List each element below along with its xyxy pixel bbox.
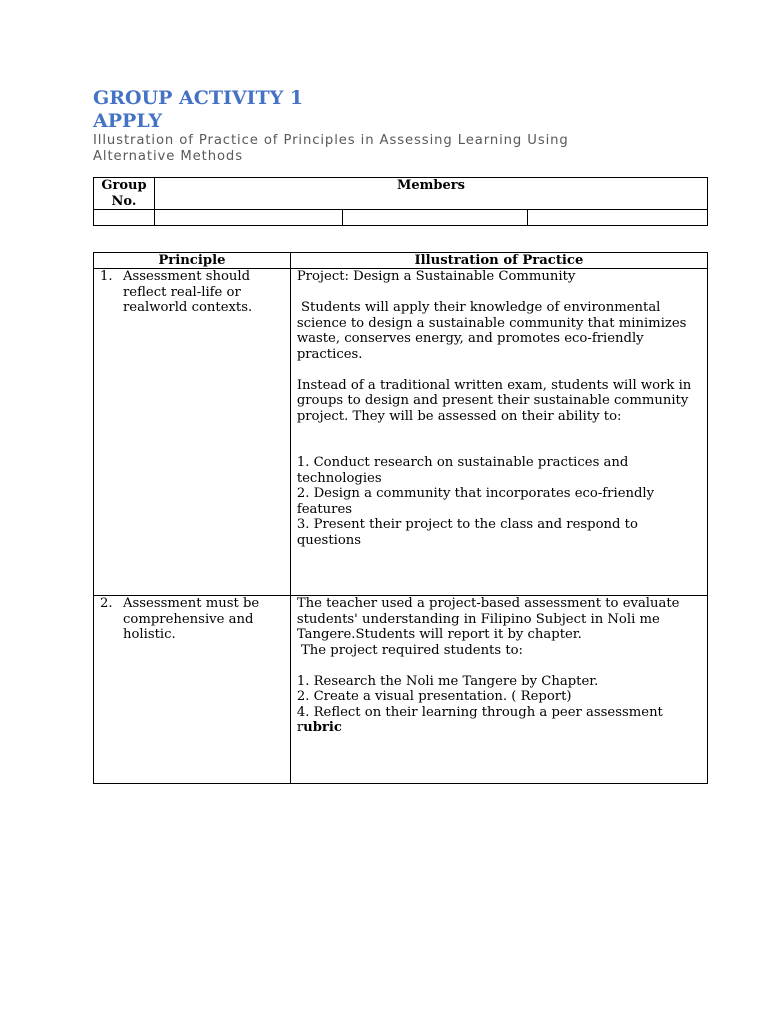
practice-paragraph: Project: Design a Sustainable Community	[296, 269, 576, 284]
list-item: 1. Research the Noli me Tangere by Chapter.	[296, 673, 599, 689]
table-header-row	[94, 253, 708, 269]
practice-paragraph: Students will apply their knowledge of environmental science to design a sustainable community that minimizes waste, conserves energy, and promotes eco-friendly practices.	[296, 300, 691, 362]
group-no-cell[interactable]	[94, 210, 155, 226]
practice-header: Illustration of Practice	[290, 253, 707, 269]
principle-header: Principle	[94, 253, 291, 269]
members-header: Members	[154, 178, 707, 210]
principle-cell	[94, 269, 291, 596]
practice-paragraph: Instead of a traditional written exam, students will work in groups to design and present their sustainable community project. They will be assessed on their ability to:	[296, 377, 696, 424]
principles-table	[93, 252, 708, 784]
activity-subtitle: Illustration of Practice of Principles in Assessing Learning Using Alternative Methods	[93, 133, 569, 164]
principle-text: Assessment must be comprehensive and holistic.	[123, 596, 260, 642]
list-item-text: 4. Reflect on their learning through a peer assessment	[296, 704, 668, 720]
practice-cell	[290, 269, 707, 596]
list-item	[297, 705, 701, 736]
practice-cell	[290, 596, 707, 784]
principle-cell	[94, 596, 291, 784]
group-table	[93, 177, 708, 226]
list-item: 3. Present their project to the class and respond to questions	[296, 517, 643, 548]
list-item: 2. Create a visual presentation. ( Report)	[296, 689, 572, 704]
principle-text: Assessment should reflect real-life or realworld contexts.	[123, 269, 253, 315]
list-item: 2. Design a community that incorporates eco-friendly features	[296, 486, 659, 517]
rubric-bold: ubric	[303, 720, 342, 735]
activity-title	[93, 87, 303, 133]
principle-number: 1.	[100, 269, 113, 284]
member-cell-3[interactable]	[528, 210, 708, 226]
table-row	[94, 269, 708, 596]
group-no-header: Group No.	[94, 178, 155, 210]
practice-paragraph: The project required students to:	[296, 642, 524, 658]
rubric-r: r	[296, 720, 304, 735]
table-row	[94, 596, 708, 784]
member-cell-2[interactable]	[342, 210, 528, 226]
list-item: 1. Conduct research on sustainable practices and technologies	[296, 455, 633, 486]
practice-paragraph: The teacher used a project-based assessment to evaluate students' understanding in Filipino Subject in Noli me Tangere.Students will report it by chapter.	[296, 596, 684, 642]
member-cell-1[interactable]	[154, 210, 342, 226]
title-line-1: GROUP ACTIVITY 1	[93, 87, 304, 109]
title-line-2: APPLY	[93, 110, 163, 132]
principle-number: 2.	[100, 596, 113, 611]
